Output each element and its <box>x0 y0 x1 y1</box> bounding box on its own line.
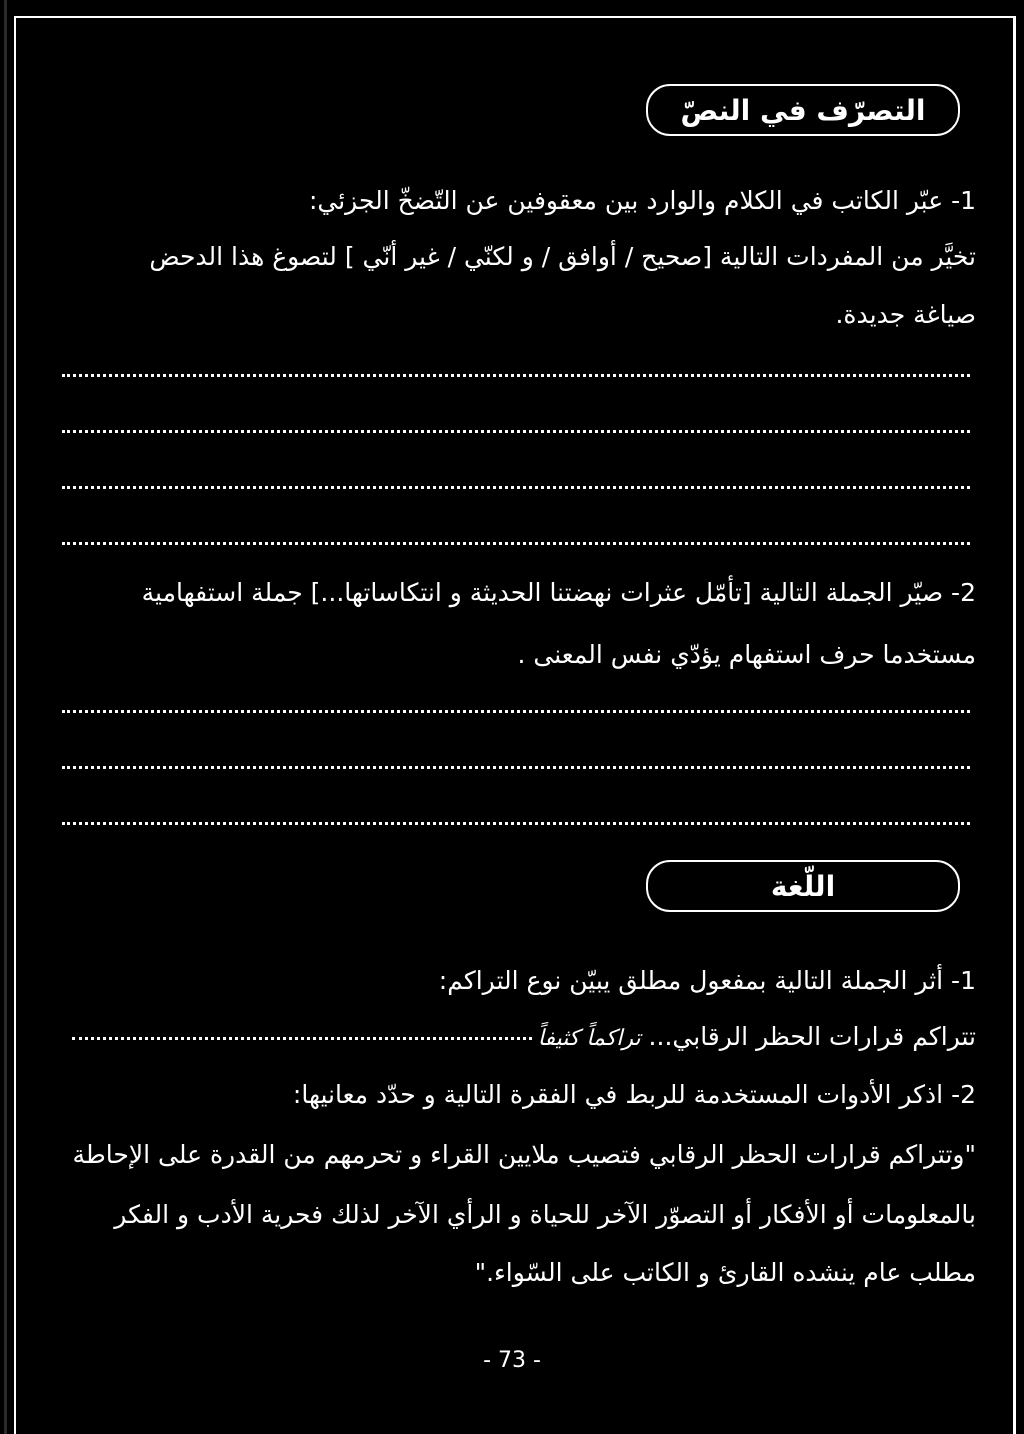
question-1-line-2: تخيَّر من المفردات التالية [صحيح / أوافق / و لكنّي / غير أنّي ] لتصوغ هذا الدحض <box>149 242 976 271</box>
answer-line[interactable] <box>62 710 970 713</box>
question-2-line-2: مستخدما حرف استفهام يؤدّي نفس المعنى . <box>517 640 976 669</box>
language-question-1-line-1: 1- أثر الجملة التالية بمفعول مطلق يبيّن نوع التراكم: <box>438 966 976 995</box>
handwritten-answer: تراكماً كثيفاً <box>537 1026 641 1051</box>
page-frame-top <box>14 16 1016 18</box>
answer-line[interactable] <box>62 542 970 545</box>
section-title-language: اللّغة <box>646 860 960 912</box>
answer-line[interactable] <box>62 430 970 433</box>
answer-line[interactable] <box>62 822 970 825</box>
page-frame-left <box>14 16 16 1434</box>
language-question-1-prompt: تتراكم قرارات الحظر الرقابي... <box>640 1022 976 1051</box>
section-title-text-manipulation: التصرّف في النصّ <box>646 84 960 136</box>
answer-line[interactable] <box>62 766 970 769</box>
quote-line-1: "وتتراكم قرارات الحظر الرقابي فتصيب ملايين القراء و تحرمهم من القدرة على الإحاطة <box>72 1140 976 1169</box>
answer-line[interactable] <box>72 1037 532 1040</box>
question-2-line-1: 2- صيّر الجملة التالية [تأمّل عثرات نهضتنا الحديثة و انتكاساتها...] جملة استفهامية <box>141 578 976 607</box>
language-question-2-line-1: 2- اذكر الأدوات المستخدمة للربط في الفقرة التالية و حدّد معانيها: <box>292 1080 976 1109</box>
question-1-line-3: صياغة جديدة. <box>835 300 976 329</box>
question-1-line-1: 1- عبّر الكاتب في الكلام والوارد بين معقوفين عن التّضخّ الجزئي: <box>308 186 976 215</box>
quote-line-3: مطلب عام ينشده القارئ و الكاتب على السّواء." <box>474 1258 976 1287</box>
page-number: - 73 - <box>483 1348 541 1373</box>
page-frame-right <box>1013 16 1016 1434</box>
scan-edge <box>4 0 7 1434</box>
answer-line[interactable] <box>62 486 970 489</box>
answer-line[interactable] <box>62 374 970 377</box>
language-question-1-line-2 <box>60 1022 976 1051</box>
quote-line-2: بالمعلومات أو الأفكار أو التصوّر الآخر للحياة و الرأي الآخر لذلك فحرية الأدب و الفكر <box>114 1200 976 1229</box>
